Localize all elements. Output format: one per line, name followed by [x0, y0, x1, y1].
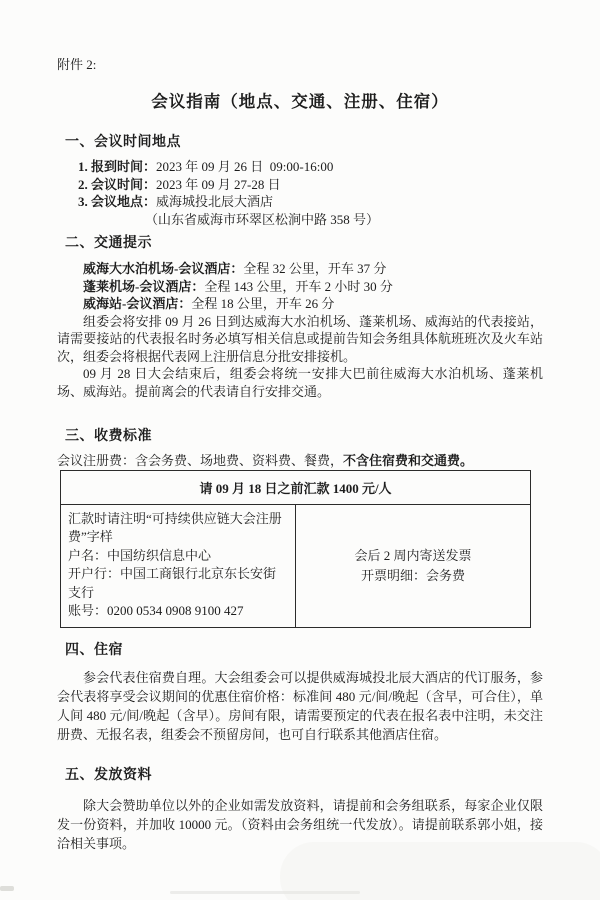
checkin-time-label: 1. 报到时间： [78, 159, 157, 174]
invoice-detail-line: 开票明细：会务费 [360, 567, 465, 583]
fee-table-header: 请 09 月 18 日之前汇款 1400 元/人 [61, 470, 531, 504]
remit-note-line: 汇款时请注明“可持续供应链大会注册费”字样 [68, 510, 282, 544]
meeting-location-item [78, 193, 543, 211]
location-address: （山东省威海市环翠区松涧中路 358 号） [145, 211, 380, 227]
invoice-delivery-line: 会后 2 周内寄送发票 [354, 547, 472, 563]
accommodation-paragraph: 参会代表住宿费自理。大会组委会可以提供威海城投北辰大酒店的代订服务，参会代表将享受会议期间的优惠住宿价格：标准间 480 元/间/晚起（含早，可合住），单人间 480 元/间/晚起（含早）。房间有限，请需要预定的代表在报名表中注明，未交注册费、无报名表，组委会不预留房间，也可自行联系其他酒店住宿。 [57, 669, 543, 742]
scan-artifact-speck [0, 886, 14, 891]
section-4-heading: 四、住宿 [65, 642, 123, 658]
route-label: 蓬莱机场-会议酒店： [83, 278, 205, 294]
fee-table [60, 470, 531, 628]
route-value: 全程 32 公里，开车 37 分 [243, 261, 387, 276]
scan-artifact-smudge [170, 891, 360, 894]
remittance-cell [61, 504, 296, 627]
account-name-line: 户名：中国纺织信息中心 [68, 547, 212, 563]
attachment-label: 附件 2: [57, 57, 97, 72]
transport-pickup-paragraph: 组委会将安排 09 月 26 日到达威海大水泊机场、蓬莱机场、威海站的代表接站，请需要接站的代表报名时务必填写相关信息或提前告知会务组具体航班班次及火车站次，组委会将根据代表网上注册信息分批安排接机。 [57, 313, 543, 364]
transport-departure-paragraph: 09 月 28 日大会结束后，组委会将统一安排大巴前往威海大水泊机场、蓬莱机场、威海站。提前离会的代表请自行安排交通。 [57, 366, 543, 399]
route-list [83, 260, 543, 313]
section-2-heading: 二、交通提示 [65, 236, 152, 251]
meeting-info-list [78, 158, 543, 228]
checkin-time-value: 2023 年 09 月 26 日 09:00-16:00 [156, 159, 334, 174]
section-5-heading: 五、发放资料 [65, 767, 152, 783]
bank-line: 开户行：中国工商银行北京东长安街支行 [68, 566, 277, 600]
route-label: 威海大水泊机场-会议酒店： [83, 261, 244, 276]
fee-note-label: 会议注册费： [57, 453, 136, 468]
route-item-penglai-airport [83, 278, 543, 296]
meeting-time-value: 2023 年 09 月 27-28 日 [156, 176, 281, 192]
route-value: 全程 143 公里，开车 2 小时 30 分 [204, 278, 393, 294]
invoice-cell [296, 504, 531, 627]
section-3-heading: 三、收费标准 [65, 429, 152, 444]
fee-note [57, 452, 543, 470]
materials-paragraph: 除大会赞助单位以外的企业如需发放资料，请提前和会务组联系，每家企业仅限发一份资料，并加收 10000 元。（资料由会务组统一代发放）。请提前联系郭小姐，接洽相关事项。 [57, 797, 543, 851]
meeting-time-item [78, 176, 543, 194]
checkin-time-item [78, 158, 543, 176]
fee-note-excluded: 不含住宿费和交通费。 [343, 453, 474, 468]
meeting-location-label: 3. 会议地点： [78, 194, 157, 209]
meeting-location-value: 威海城投北辰大酒店 [156, 194, 274, 209]
route-value: 全程 18 公里，开车 26 分 [191, 296, 335, 311]
document-title: 会议指南（地点、交通、注册、住宿） [151, 92, 449, 111]
fee-note-included: 含会务费、场地费、资料费、餐费， [135, 453, 344, 468]
meeting-time-label: 2. 会议时间： [78, 176, 157, 192]
route-item-weihai-station [83, 295, 543, 313]
route-item-dashuibo-airport [83, 260, 543, 278]
route-label: 威海站-会议酒店： [83, 296, 192, 311]
section-1-heading: 一、会议时间地点 [65, 135, 181, 150]
account-number-line: 账号：0200 0534 0908 9100 427 [68, 603, 244, 618]
